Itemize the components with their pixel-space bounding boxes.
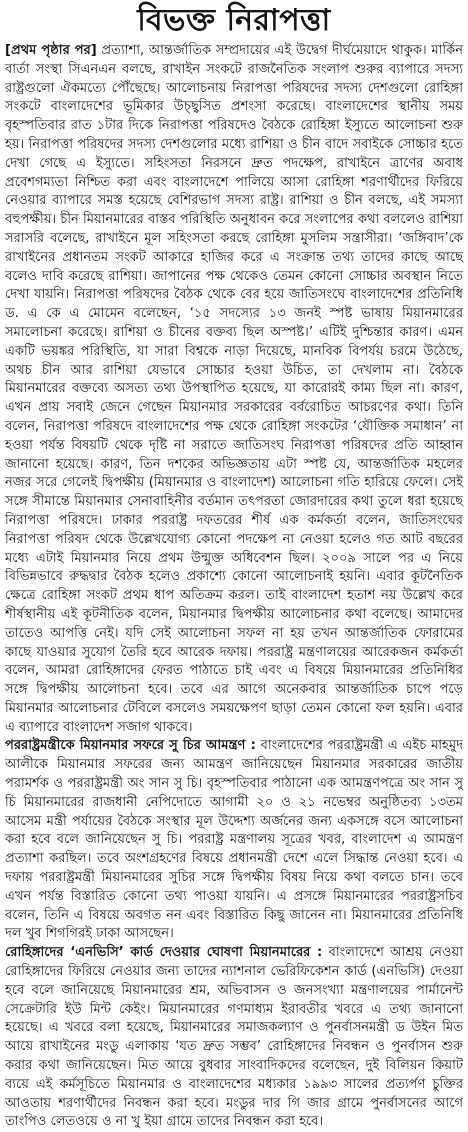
article-paragraph-2: [5, 737, 463, 944]
paragraph-1-body: প্রত্যাশা, আন্তর্জাতিক সম্প্রদায়ের এই উদ্বেগ দীর্ঘমেয়াদে থাকুক। মার্কিন বার্তা সংস্থা সিএনএন বলছে, রাখাইন সংকটে রাজনৈতিক সংলাপ শুরুর ব্যাপারে সদস্য রাষ্ট্রগুলো ঐকমত্যে পৌঁছেছে। আলোচনায় নিরাপত্তা পরিষদের সদস্য দেশগুলো রোহিঙ্গা সংকটে বাংলাদেশের ভূমিকার উচ্ছ্বসিত প্রশংসা করেছে। বাংলাদেশের স্থানীয় সময় বৃহস্পতিবার রাত ১টার দিকে নিরাপত্তা পরিষদেও বৈঠকে রোহিঙ্গা ইস্যুতে আলোচনা শুরু হয়। নিরাপত্তা পরিষদের সদস্য দেশগুলোর মধ্যে রাশিয়া ও চীন বাদে সবাইকে সোচ্চার হতে দেখা গেছে এ ইস্যুতে। সহিংসতা নিরসনে দ্রুত পদক্ষেপ, রাখাইনে ত্রাণের অবাধ প্রবেশগম্যতা নিশ্চিত করা এবং বাংলাদেশে পালিয়ে আসা রোহিঙ্গা শরণার্থীদের ফিরিয়ে নেওয়ার ব্যাপারে সমস্ত হয়েছে বেশিরভাগ সদস্য রাষ্ট্র। রাশিয়া ও চীন বলছে, এই সমস্যা বহুপক্ষীয়। চীন মিয়ানমারের বাস্তব পরিস্থিতি অনুধাবন করে সংলাপের কথা বললেও রাশিয়া সরাসরি বলেছে, রাখাইনে মূল সহিংসতা করছে রোহিঙ্গা মুসলিম সন্ত্রাসীরা। ‘জঙ্গিবাদ’কে রাখাইনের প্রধানতম সংকট আকারে হাজির করে এ সংক্রান্ত তথ্য তাদের কাছে আছে বলেও দাবি করেছে রাশিয়া। জাপানের পক্ষ থেকেও তেমন কোনো সোচ্চার অবস্থান নিতে দেখা যায়নি। নিরাপত্তা পরিষদের বৈঠক থেকে বের হয়ে জাতিসংঘে বাংলাদেশের প্রতিনিধি ড. এ কে এ মোমেন বলেছেন, ‘১৫ সদস্যের ১৩ জনই স্পষ্ট ভাষায় মিয়ানমারের সমালোচনা করেছে। রাশিয়া ও চীনের বক্তব্য ছিল অস্পষ্ট।’ এটিই দুশ্চিন্তার কারণ। এমন একটি ভয়ঙ্কর পরিস্থিতি, যা সারা বিশ্বকে নাড়া দিয়েছে, মানবিক বিপর্যয় চরমে উঠেছে, অথচ চীন আর রাশিয়া যেভাবে সোচ্চার হওয়া উচিত, তা দেখলাম না। বৈঠকে মিয়ানমারের বক্তব্যে অসত্য তথ্য উপস্থাপিত হয়েছে, যা কারোরই কাম্য ছিল না। কারণ, এখন প্রায় সবাই জেনে গেছেন মিয়ানমার সরকারের বর্বরোচিত আচরণের কথা। তিনি বলেন, নিরাপত্তা পরিষদে বাংলাদেশের পক্ষ থেকে রোহিঙ্গা সংকটের ‘যৌক্তিক সমাধান’ না হওয়া পর্যন্ত বিষয়টি থেকে দৃষ্টি না সরাতে জাতিসংঘ নিরাপত্তা পরিষদের প্রতি আহ্বান জানানো হয়েছে। কারণ, তিন দশকের অভিজ্ঞতায় এটা স্পষ্ট যে, আন্তর্জাতিক মহলের নজর সরে গেলেই দ্বিপক্ষীয় (মিয়ানমার ও বাংলাদেশ) আলোচনা গতি হারিয়ে ফেলে। সেই সঙ্গে সীমান্তে মিয়ানমার সেনাবাহিনীর বর্তমান তৎপরতা জোরদারের কথা তুলে ধরা হয়েছে নিরাপত্তা পরিষদে। ঢাকার পররাষ্ট্র দফতরের শীর্ষ এক কর্মকর্তা বলেন, জাতিসংঘের নিরাপত্তা পরিষদ থেকে উল্লেখযোগ্য কোনো পদক্ষেপ না নেওয়া হলেও গত আট বছরের মধ্যে এটাই মিয়ানমার নিয়ে প্রথম উন্মুক্ত অধিবেশন ছিল। ২০০৯ সালে পর এ নিয়ে বিভিন্নভাবে রুদ্ধদ্বার বৈঠক হলেও প্রকাশ্যে কোনো আলোচনাই হয়নি। এবার কূটনৈতিক ক্ষেত্রে রোহিঙ্গা সংকট প্রথম ধাপ অতিক্রম করল। তাই বাংলাদেশ হতাশ নয় উল্লেখ করে শীর্ষস্থানীয় এই কূটনীতিক বলেন, মিয়ানমার দ্বিপক্ষীয় আলোচনার কথা বলেছে। আমাদের তাতেও আপত্তি নেই। যদি সেই আলোচনা সফল না হয় তখন আন্তর্জাতিক ফোরামের কাছে যাওয়ার সুযোগ তৈরি হবে আরেক দফায়। পররাষ্ট্র মন্ত্রণালয়ের আরেকজন কর্মকর্তা বলেন, আমরা রোহিঙ্গাদের ফেরত পাঠাতে চাই এবং এ বিষয়ে মিয়ানমারের প্রতিনিধির সঙ্গে দ্বিপক্ষীয় আলোচনা হবে। তবে এর আগে অনেকবার আন্তর্জাতিক চাপে পড়ে মিয়ানমার আলোচনার টেবিলে বসলেও সময়ক্ষেপণ ছাড়া তেমন কোনো ফল হয়নি। এবার এ ব্যাপারে বাংলাদেশ সজাগ থাকবে।: [5, 43, 464, 735]
paragraph-2-body: বাংলাদেশের পররাষ্ট্রমন্ত্রী এ এইচ মাহমুদ আলীকে মিয়ানমার সফরের জন্য আমন্ত্রণ জানিয়েছেন মিয়ানমার সরকারের জাতীয় পরামর্শক ও পররাষ্ট্রমন্ত্রী অং সান সু চি। বৃহস্পতিবার পাঠানো এক আমন্ত্রণপত্রে অং সান সু চি মিয়ানমারের রাজধানী নেপিদোতে আগামী ২০ ও ২১ নভেম্বর অনুষ্ঠিতব্য ১৩তম আসেম মন্ত্রী পর্যায়ের বৈঠকে সংস্থার মূল উদ্দেশ্য অর্জনের জন্য একসঙ্গে বসে আলোচনা করা হবে বলে জানিয়েছেন সু চি। পররাষ্ট্র মন্ত্রণালয় সূত্রের খবর, বাংলাদেশ এ আমন্ত্রণ প্রত্যাশা করছিল। তবে অংশগ্রহণের বিষয়ে প্রধানমন্ত্রী দেশে এলে সিদ্ধান্ত নেওয়া হবে। এ দফায় পররাষ্ট্রমন্ত্রী মিয়ানমারের সুচির সঙ্গে দ্বিপক্ষীয় বিষয় নিয়ে কথা বলতে চান। তবে এখন পর্যন্ত বিস্তারিত কোনো তথ্য পাওয়া যায়নি। এ প্রসঙ্গে মিয়ানমারের পররাষ্ট্রসচিব বলেন, তিনি এ বিষয়ে অবগত নন এবং বিস্তারিত কিছু জানেন না। মিয়ানমারের প্রতিনিধি দল খুব শিগগিরই ঢাকা আসছেন।: [5, 738, 464, 942]
article-paragraph-1: [5, 42, 463, 737]
newspaper-article: [5, 2, 464, 1130]
paragraph-3-body: বাংলাদেশে আশ্রয় নেওয়া রোহিঙ্গাদের ফিরিয়ে নেওয়ার জন্য তাদের ন্যাশনাল ভেরিফিকেশন কার্ড (এনভিসি) দেওয়া হবে বলে জানিয়েছে মিয়ানমারের শ্রম, অভিবাসন ও জনসংখ্যা মন্ত্রণালয়ের পার্মানেন্ট সেক্রেটারি ইউ মিন্ট কেইং। মিয়ানমারের গণমাধ্যম ইরাবতীর খবরে এ তথ্য জানানো হয়েছে। এ খবরে বলা হয়েছে, মিয়ানমারের সমাজকল্যাণ ও পুনর্বাসনমন্ত্রী ড উইন মিত আয়ে রাখাইনের মংডু এলাকায় ‘যত দ্রুত সম্ভব’ রোহিঙ্গাদের নিবন্ধন ও পুনর্বাসন শুরু করার কথা জানিয়েছেন। মিত আয়ে বুধবার সাংবাদিকদের বলেছেন, দুই বিলিয়ন কিয়াট ব্যয়ে এই কর্মসূচিতে মিয়ানমার ও বাংলাদেশের মধ্যকার ১৯৯৩ সালের প্রত্যর্পণ চুক্তির আওতায় শরণার্থীদের নিবন্ধন করা হবে। মংডুর দার গি জার গ্রামে পুনর্বাসনের আগে তাংপিও লেতওয়ে ও না খু ইয়া গ্রামে তাদের নিবন্ধন করা হবে।: [5, 945, 463, 1130]
article-headline: বিভক্ত নিরাপত্তা: [137, 3, 331, 38]
article-paragraph-3: [5, 944, 463, 1132]
paragraph-1-lead: [প্রথম পৃষ্ঠার পর]: [5, 43, 97, 58]
paragraph-2-subhead: পররাষ্ট্রমন্ত্রীকে মিয়ানমার সফরে সু চির আমন্ত্রণ :: [5, 738, 256, 754]
paragraph-3-subhead: রোহিঙ্গাদের ‘এনভিসি’ কার্ড দেওয়ার ঘোষণা মিয়ানমারের :: [5, 945, 323, 961]
